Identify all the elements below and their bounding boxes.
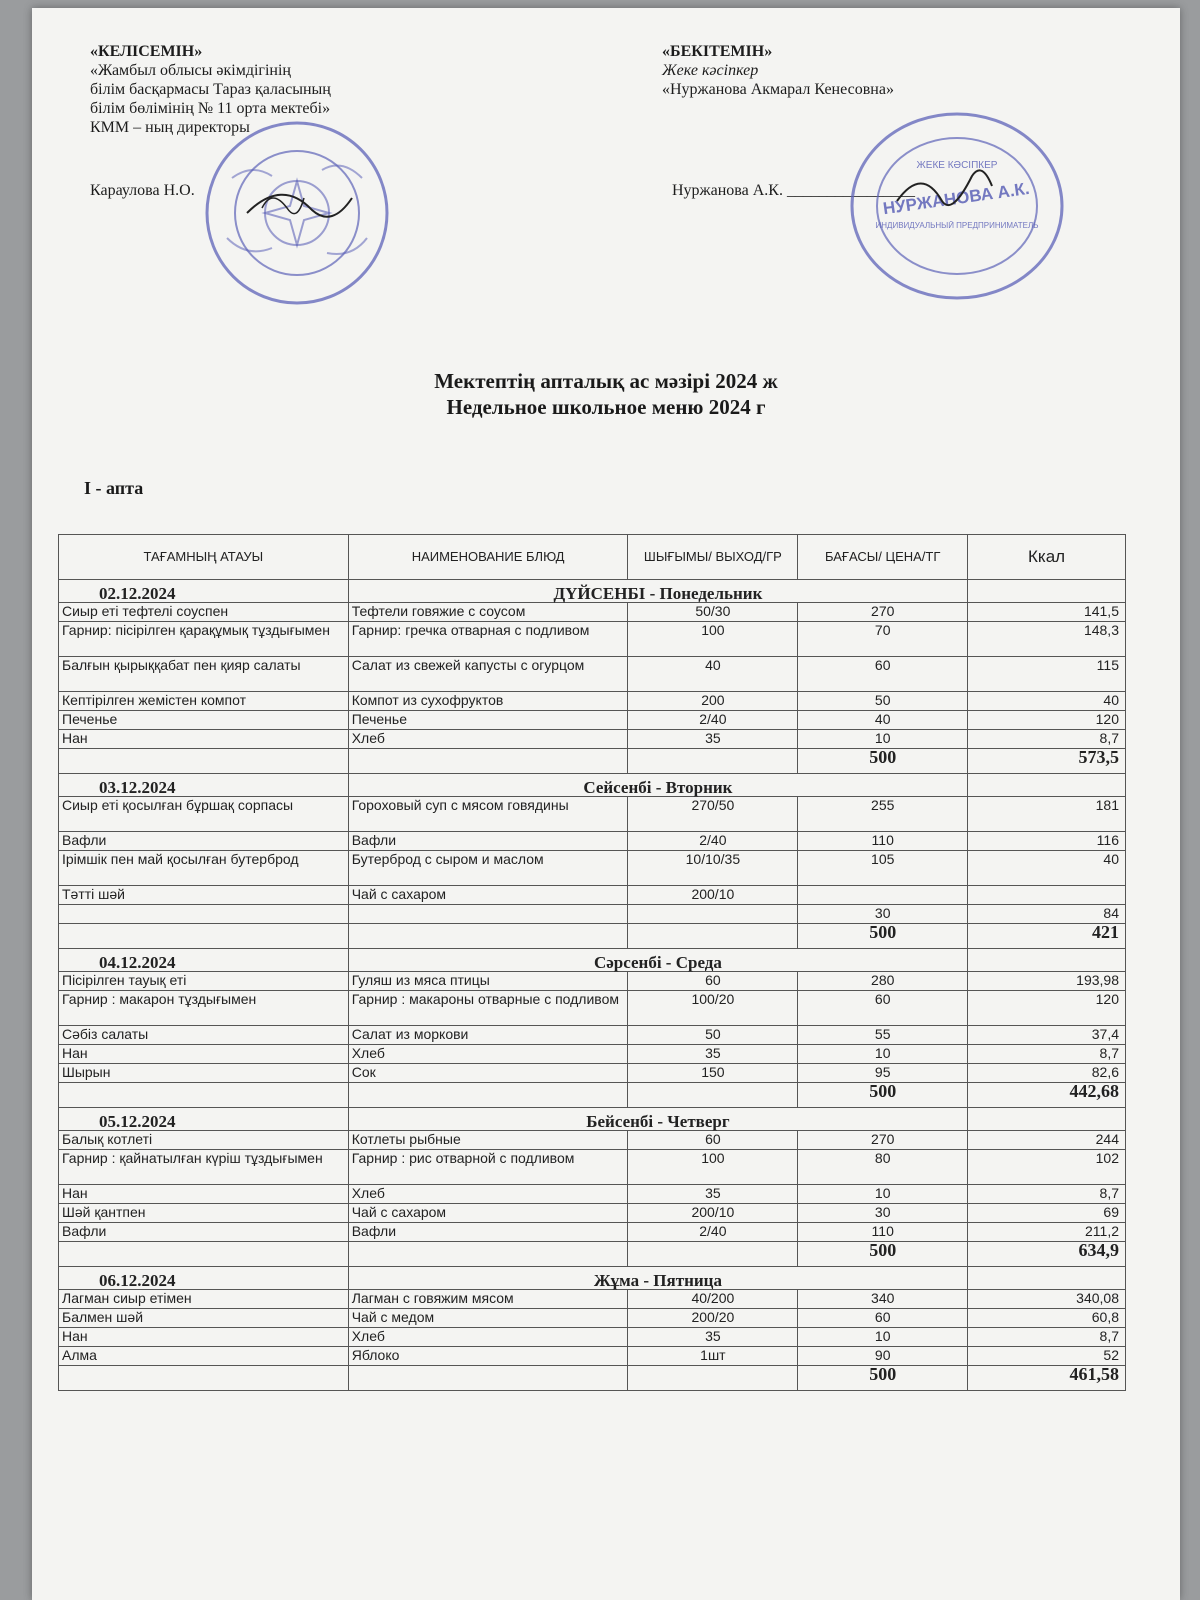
- dish-price: 90: [798, 1347, 968, 1366]
- dish-name-kz: Пісірілген тауық еті: [59, 972, 349, 991]
- table-row: [59, 1309, 1126, 1328]
- title-kz: Мектептің апталық ас мәзірі 2024 ж: [434, 369, 778, 393]
- approval-left-line: білім бөлімінің № 11 орта мектебі»: [90, 100, 331, 117]
- dish-price: 10: [798, 1328, 968, 1347]
- table-row: [59, 1045, 1126, 1064]
- dish-kcal: 181: [968, 797, 1126, 832]
- dish-name-kz: Нан: [59, 730, 349, 749]
- dish-kcal: 69: [968, 1204, 1126, 1223]
- approval-right-signer: Нуржанова А.К. ________________: [672, 182, 915, 199]
- day-date: 03.12.2024: [59, 774, 349, 797]
- dish-kcal: 8,7: [968, 1185, 1126, 1204]
- approval-left-line: «Жамбыл облысы әкімдігінің: [90, 62, 291, 79]
- dish-kcal: 8,7: [968, 1045, 1126, 1064]
- day-empty-cell: [968, 580, 1126, 603]
- approval-left-signer: Караулова Н.О.: [90, 182, 195, 199]
- total-empty-cell: [348, 749, 628, 774]
- dish-output: 35: [628, 1185, 798, 1204]
- dish-name-ru: Гуляш из мяса птицы: [348, 972, 628, 991]
- dish-kcal: 102: [968, 1150, 1126, 1185]
- approval-right-line: «Нуржанова Акмарал Кенесовна»: [662, 81, 894, 98]
- dish-name-ru: Тефтели говяжие с соусом: [348, 603, 628, 622]
- stamp-sub-text: ИНДИВИДУАЛЬНЫЙ ПРЕДПРИНИМАТЕЛЬ: [875, 221, 1039, 230]
- table-row: [59, 832, 1126, 851]
- day-total-kcal: 461,58: [968, 1366, 1126, 1391]
- day-name: Сәрсенбі - Среда: [348, 949, 967, 972]
- dish-name-ru: Хлеб: [348, 1185, 628, 1204]
- total-empty-cell: [59, 749, 349, 774]
- total-empty-cell: [628, 924, 798, 949]
- day-total-row: [59, 924, 1126, 949]
- dish-name-kz: Вафли: [59, 1223, 349, 1242]
- total-empty-cell: [59, 1242, 349, 1267]
- dish-name-kz: Гарнир : макарон тұздығымен: [59, 991, 349, 1026]
- dish-price: 30: [798, 1204, 968, 1223]
- table-row: [59, 1223, 1126, 1242]
- table-row: [59, 1328, 1126, 1347]
- day-name: Бейсенбі - Четверг: [348, 1108, 967, 1131]
- dish-output: 60: [628, 972, 798, 991]
- dish-output: 200/20: [628, 1309, 798, 1328]
- day-empty-cell: [968, 1108, 1126, 1131]
- day-header-row: [59, 580, 1126, 603]
- dish-output: 2/40: [628, 1223, 798, 1242]
- dish-kcal: 148,3: [968, 622, 1126, 657]
- total-empty-cell: [628, 1242, 798, 1267]
- dish-output: 200: [628, 692, 798, 711]
- dish-output: 50: [628, 1026, 798, 1045]
- day-total-price: 500: [798, 1366, 968, 1391]
- day-total-row: [59, 1083, 1126, 1108]
- dish-name-kz: Сәбіз салаты: [59, 1026, 349, 1045]
- dish-name-ru: Чай с медом: [348, 1309, 628, 1328]
- dish-output: 40/200: [628, 1290, 798, 1309]
- dish-output: 60: [628, 1131, 798, 1150]
- header-price: БАҒАСЫ/ ЦЕНА/ТГ: [798, 535, 968, 580]
- day-header-row: [59, 949, 1126, 972]
- dish-kcal: 116: [968, 832, 1126, 851]
- dish-kcal: 244: [968, 1131, 1126, 1150]
- dish-name-ru: Вафли: [348, 832, 628, 851]
- table-header-row: [59, 535, 1126, 580]
- dish-price: 50: [798, 692, 968, 711]
- day-total-price: 500: [798, 1242, 968, 1267]
- dish-name-kz: Алма: [59, 1347, 349, 1366]
- total-empty-cell: [348, 1242, 628, 1267]
- day-total-row: [59, 749, 1126, 774]
- dish-price: 60: [798, 991, 968, 1026]
- day-name: ДҮЙСЕНБІ - Понедельник: [348, 580, 967, 603]
- dish-price: 110: [798, 832, 968, 851]
- dish-price: 40: [798, 711, 968, 730]
- table-row: [59, 1064, 1126, 1083]
- dish-name-ru: Лагман с говяжим мясом: [348, 1290, 628, 1309]
- dish-name-ru: Сок: [348, 1064, 628, 1083]
- dish-kcal: [968, 886, 1126, 905]
- day-total-kcal: 634,9: [968, 1242, 1126, 1267]
- total-empty-cell: [59, 924, 349, 949]
- dish-output: 100: [628, 622, 798, 657]
- dish-kcal: 37,4: [968, 1026, 1126, 1045]
- dish-name-ru: Котлеты рыбные: [348, 1131, 628, 1150]
- table-row: [59, 851, 1126, 886]
- dish-price: 10: [798, 1185, 968, 1204]
- dish-name-ru: Гороховый суп с мясом говядины: [348, 797, 628, 832]
- dish-name-kz: Шәй қантпен: [59, 1204, 349, 1223]
- day-header-row: [59, 1267, 1126, 1290]
- table-row: [59, 1347, 1126, 1366]
- table-row: [59, 972, 1126, 991]
- header-ru-name: НАИМЕНОВАНИЕ БЛЮД: [348, 535, 628, 580]
- dish-name-kz: Ірімшік пен май қосылған бутерброд: [59, 851, 349, 886]
- week-label: I - апта: [84, 478, 144, 498]
- dish-price: 60: [798, 1309, 968, 1328]
- table-row: [59, 797, 1126, 832]
- dish-price: [798, 886, 968, 905]
- dish-name-ru: Бутерброд с сыром и маслом: [348, 851, 628, 886]
- table-row: [59, 730, 1126, 749]
- dish-name-ru: Гарнир : макароны отварные с подливом: [348, 991, 628, 1026]
- dish-price: 95: [798, 1064, 968, 1083]
- dish-name-kz: Балмен шәй: [59, 1309, 349, 1328]
- total-empty-cell: [628, 1083, 798, 1108]
- table-row: [59, 622, 1126, 657]
- table-row: [59, 1026, 1126, 1045]
- dish-price: 270: [798, 1131, 968, 1150]
- dish-price: 55: [798, 1026, 968, 1045]
- dish-kcal: 52: [968, 1347, 1126, 1366]
- table-row: [59, 905, 1126, 924]
- table-row: [59, 1150, 1126, 1185]
- dish-name-kz: Гарнир : қайнатылған күріш тұздығымен: [59, 1150, 349, 1185]
- dish-name-ru: Яблоко: [348, 1347, 628, 1366]
- dish-name-ru: Вафли: [348, 1223, 628, 1242]
- approval-block-right: [662, 42, 894, 99]
- dish-name-ru: [348, 905, 628, 924]
- dish-output: 2/40: [628, 832, 798, 851]
- dish-price: 70: [798, 622, 968, 657]
- dish-price: 10: [798, 730, 968, 749]
- dish-output: 2/40: [628, 711, 798, 730]
- dish-name-ru: Компот из сухофруктов: [348, 692, 628, 711]
- dish-name-kz: Вафли: [59, 832, 349, 851]
- dish-price: 10: [798, 1045, 968, 1064]
- table-row: [59, 1290, 1126, 1309]
- entrepreneur-seal-stamp: [842, 106, 1072, 306]
- day-date: 06.12.2024: [59, 1267, 349, 1290]
- dish-kcal: 120: [968, 711, 1126, 730]
- dish-output: 50/30: [628, 603, 798, 622]
- day-total-kcal: 573,5: [968, 749, 1126, 774]
- dish-kcal: 8,7: [968, 1328, 1126, 1347]
- day-name: Сейсенбі - Вторник: [348, 774, 967, 797]
- dish-name-kz: [59, 905, 349, 924]
- table-row: [59, 711, 1126, 730]
- total-empty-cell: [348, 924, 628, 949]
- table-row: [59, 657, 1126, 692]
- dish-name-ru: Чай с сахаром: [348, 1204, 628, 1223]
- day-total-price: 500: [798, 1083, 968, 1108]
- dish-output: 1шт: [628, 1347, 798, 1366]
- dish-price: 255: [798, 797, 968, 832]
- dish-kcal: 340,08: [968, 1290, 1126, 1309]
- dish-kcal: 84: [968, 905, 1126, 924]
- dish-kcal: 40: [968, 692, 1126, 711]
- day-name: Жұма - Пятница: [348, 1267, 967, 1290]
- dish-name-ru: Печенье: [348, 711, 628, 730]
- dish-name-ru: Гарнир : рис отварной с подливом: [348, 1150, 628, 1185]
- approval-right-line: Жеке кәсіпкер: [662, 62, 759, 79]
- total-empty-cell: [59, 1366, 349, 1391]
- table-row: [59, 1131, 1126, 1150]
- day-empty-cell: [968, 774, 1126, 797]
- table-row: [59, 1185, 1126, 1204]
- dish-kcal: 211,2: [968, 1223, 1126, 1242]
- dish-output: 100: [628, 1150, 798, 1185]
- dish-name-kz: Сиыр еті тефтелі соуспен: [59, 603, 349, 622]
- dish-output: 40: [628, 657, 798, 692]
- dish-name-kz: Нан: [59, 1045, 349, 1064]
- dish-price: 340: [798, 1290, 968, 1309]
- total-empty-cell: [59, 1083, 349, 1108]
- dish-output: [628, 905, 798, 924]
- school-seal-stamp: [192, 118, 402, 308]
- dish-kcal: 141,5: [968, 603, 1126, 622]
- stamp-top-text: ЖЕКЕ КӘСІПКЕР: [916, 160, 998, 171]
- dish-output: 200/10: [628, 886, 798, 905]
- table-row: [59, 1204, 1126, 1223]
- dish-output: 200/10: [628, 1204, 798, 1223]
- dish-name-kz: Балық котлеті: [59, 1131, 349, 1150]
- dish-kcal: 60,8: [968, 1309, 1126, 1328]
- day-header-row: [59, 1108, 1126, 1131]
- dish-output: 270/50: [628, 797, 798, 832]
- header-output: ШЫҒЫМЫ/ ВЫХОД/ГР: [628, 535, 798, 580]
- dish-name-kz: Лагман сиыр етімен: [59, 1290, 349, 1309]
- dish-name-kz: Балғын қырыққабат пен қияр салаты: [59, 657, 349, 692]
- dish-name-kz: Нан: [59, 1185, 349, 1204]
- total-empty-cell: [348, 1366, 628, 1391]
- dish-output: 35: [628, 1045, 798, 1064]
- day-empty-cell: [968, 1267, 1126, 1290]
- day-total-price: 500: [798, 749, 968, 774]
- document-page: [32, 8, 1180, 1600]
- dish-name-ru: Хлеб: [348, 1328, 628, 1347]
- dish-price: 280: [798, 972, 968, 991]
- title-ru: Недельное школьное меню 2024 г: [446, 395, 766, 419]
- dish-output: 35: [628, 730, 798, 749]
- table-row: [59, 991, 1126, 1026]
- dish-name-ru: Хлеб: [348, 730, 628, 749]
- approval-left-heading: «КЕЛІСЕМІН»: [90, 43, 203, 60]
- day-header-row: [59, 774, 1126, 797]
- dish-name-kz: Кептірілген жемістен компот: [59, 692, 349, 711]
- table-row: [59, 692, 1126, 711]
- day-date: 05.12.2024: [59, 1108, 349, 1131]
- dish-output: 150: [628, 1064, 798, 1083]
- dish-name-ru: Хлеб: [348, 1045, 628, 1064]
- dish-kcal: 115: [968, 657, 1126, 692]
- total-empty-cell: [348, 1083, 628, 1108]
- dish-name-kz: Печенье: [59, 711, 349, 730]
- dish-kcal: 193,98: [968, 972, 1126, 991]
- day-total-row: [59, 1242, 1126, 1267]
- approval-left-line: білім басқармасы Тараз қаласының: [90, 81, 331, 98]
- day-total-kcal: 442,68: [968, 1083, 1126, 1108]
- day-empty-cell: [968, 949, 1126, 972]
- table-row: [59, 603, 1126, 622]
- dish-kcal: 120: [968, 991, 1126, 1026]
- document-title: [32, 368, 1180, 420]
- approval-left-line: КММ – ның директоры: [90, 119, 250, 136]
- approval-right-heading: «БЕКІТЕМІН»: [662, 43, 773, 60]
- dish-name-kz: Тәтті шәй: [59, 886, 349, 905]
- dish-kcal: 40: [968, 851, 1126, 886]
- weekly-menu-table: [58, 534, 1126, 1391]
- dish-name-ru: Салат из моркови: [348, 1026, 628, 1045]
- header-kcal: Ккал: [968, 535, 1126, 580]
- dish-name-ru: Салат из свежей капусты с огурцом: [348, 657, 628, 692]
- dish-price: 105: [798, 851, 968, 886]
- dish-name-kz: Нан: [59, 1328, 349, 1347]
- dish-name-kz: Шырын: [59, 1064, 349, 1083]
- dish-price: 60: [798, 657, 968, 692]
- dish-name-ru: Гарнир: гречка отварная с подливом: [348, 622, 628, 657]
- dish-output: 10/10/35: [628, 851, 798, 886]
- day-date: 02.12.2024: [59, 580, 349, 603]
- table-row: [59, 886, 1126, 905]
- dish-price: 270: [798, 603, 968, 622]
- day-total-kcal: 421: [968, 924, 1126, 949]
- dish-kcal: 82,6: [968, 1064, 1126, 1083]
- total-empty-cell: [628, 749, 798, 774]
- dish-kcal: 8,7: [968, 730, 1126, 749]
- dish-price: 80: [798, 1150, 968, 1185]
- dish-price: 110: [798, 1223, 968, 1242]
- dish-name-kz: Сиыр еті қосылған бұршақ сорпасы: [59, 797, 349, 832]
- dish-name-kz: Гарнир: пісірілген қарақұмық тұздығымен: [59, 622, 349, 657]
- total-empty-cell: [628, 1366, 798, 1391]
- stamp-center-text: НУРЖАНОВА А.К.: [881, 178, 1031, 219]
- day-total-row: [59, 1366, 1126, 1391]
- dish-output: 35: [628, 1328, 798, 1347]
- dish-name-ru: Чай с сахаром: [348, 886, 628, 905]
- day-total-price: 500: [798, 924, 968, 949]
- dish-price: 30: [798, 905, 968, 924]
- day-date: 04.12.2024: [59, 949, 349, 972]
- header-kz-name: ТАҒАМНЫҢ АТАУЫ: [59, 535, 349, 580]
- dish-output: 100/20: [628, 991, 798, 1026]
